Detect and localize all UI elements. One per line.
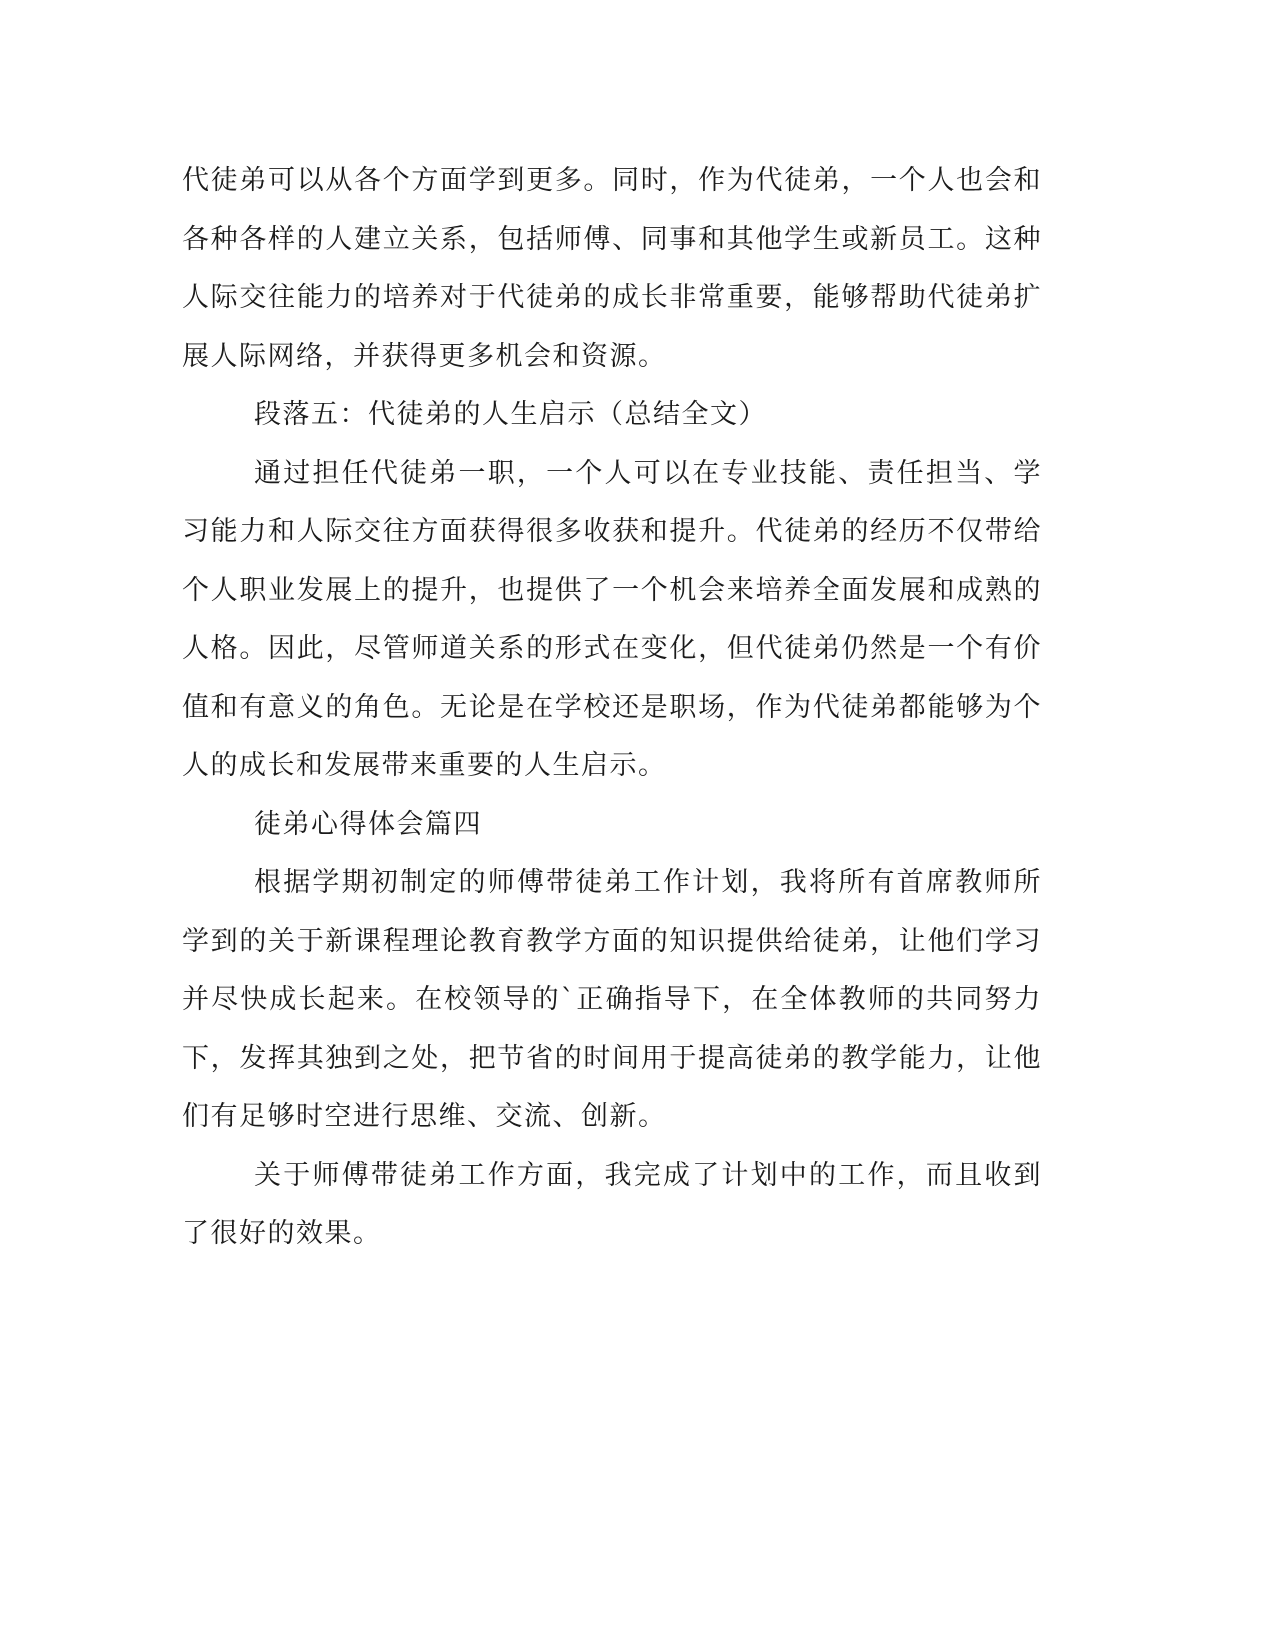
section-heading-paragraph-five: 段落五：代徒弟的人生启示（总结全文） bbox=[254, 399, 767, 430]
document-body bbox=[182, 152, 1042, 1264]
paragraph-results: 关于师傅带徒弟工作方面，我完成了计划中的工作，而且收到了很好的效果。 bbox=[182, 1159, 1042, 1249]
paragraph-summary: 通过担任代徒弟一职，一个人可以在专业技能、责任担当、学习能力和人际交往方面获得很多收获和提升。代徒弟的经历不仅带给个人职业发展上的提升，也提供了一个机会来培养全面发展和成熟的人格。因此，尽管师道关系的形式在变化，但代徒弟仍然是一个有价值和有意义的角色。无论是在学校还是职场，作为代徒弟都能够为个人的成长和发展带来重要的人生启示。 bbox=[182, 457, 1042, 781]
paragraph-continuation: 代徒弟可以从各个方面学到更多。同时，作为代徒弟，一个人也会和各种各样的人建立关系，包括师傅、同事和其他学生或新员工。这种人际交往能力的培养对于代徒弟的成长非常重要，能够帮助代徒弟扩展人际网络，并获得更多机会和资源。 bbox=[182, 165, 1042, 372]
section-heading-part-four: 徒弟心得体会篇四 bbox=[254, 808, 482, 840]
paragraph-work-plan: 根据学期初制定的师傅带徒弟工作计划，我将所有首席教师所学到的关于新课程理论教育教学方面的知识提供给徒弟，让他们学习并尽快成长起来。在校领导的`正确指导下，在全体教师的共同努力下，发挥其独到之处，把节省的时间用于提高徒弟的教学能力，让他们有足够时空进行思维、交流、创新。 bbox=[182, 867, 1042, 1132]
